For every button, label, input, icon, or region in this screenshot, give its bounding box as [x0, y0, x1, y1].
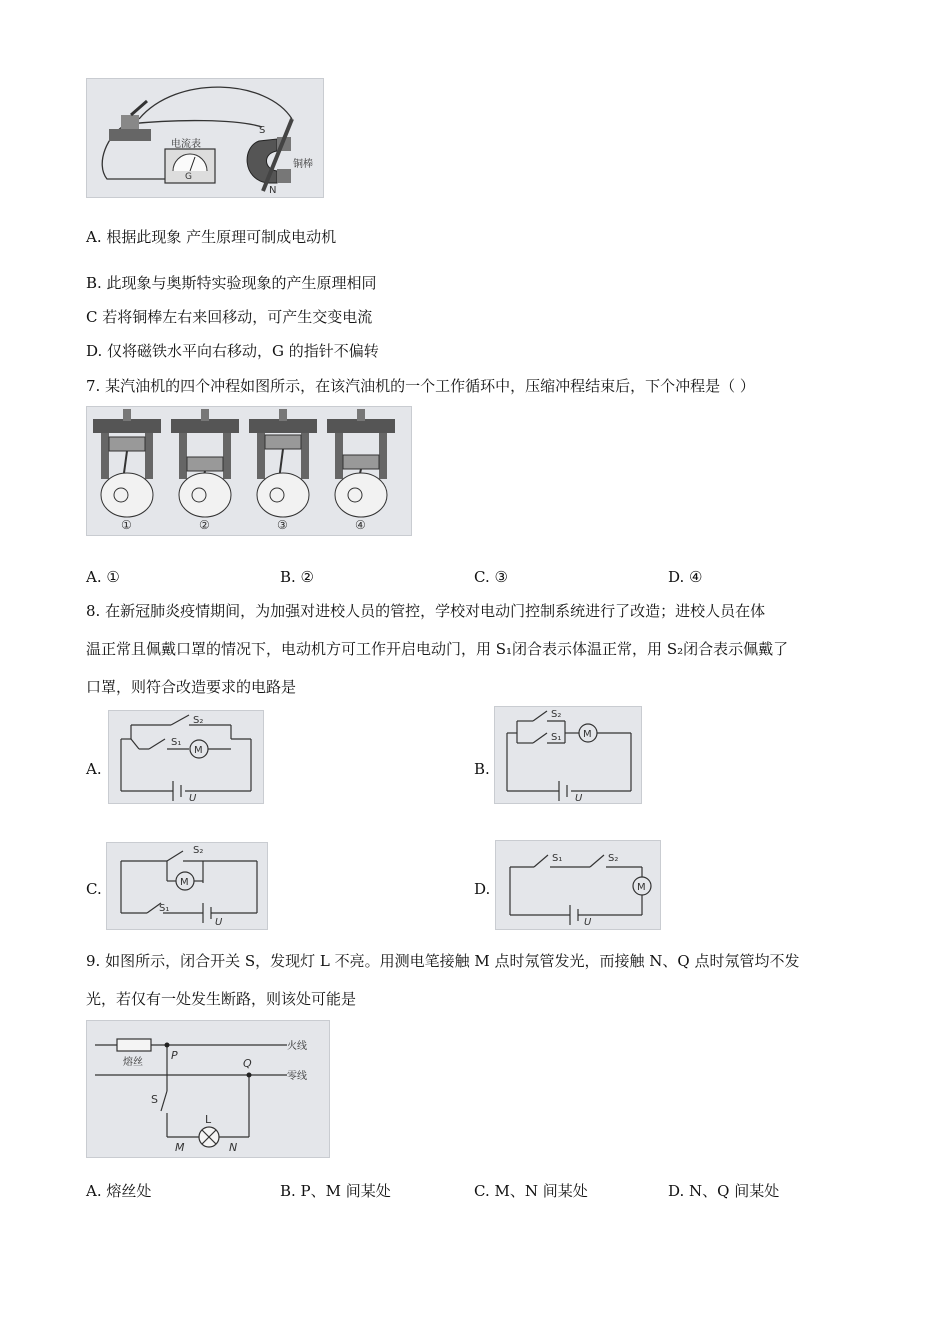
- q8-circuit-d[interactable]: [495, 840, 661, 930]
- q8-option-c-label[interactable]: C.: [86, 880, 102, 898]
- q8-option-d-label[interactable]: D.: [474, 880, 491, 898]
- circuit-d-s2: S₂: [608, 853, 619, 864]
- q8-circuit-b[interactable]: [494, 706, 642, 804]
- point-m-label: M: [175, 1141, 185, 1154]
- q9-option-a[interactable]: A. 熔丝处: [86, 1182, 152, 1200]
- engine-stroke-4: [327, 409, 395, 517]
- engine-stroke-label-1: ①: [121, 518, 132, 532]
- q6-option-a[interactable]: A. 根据此现象 产生原理可制成电动机: [86, 228, 337, 246]
- engine-stroke-3: [249, 409, 317, 517]
- rod-label: 铜棒: [293, 159, 313, 170]
- ammeter-label: 电流表: [171, 139, 201, 150]
- q7-stem: 7. 某汽油机的四个冲程如图所示，在该汽油机的一个工作循环中，压缩冲程结束后，下个冲程是（ ）: [86, 377, 755, 395]
- q7-option-a[interactable]: A. ①: [86, 568, 120, 586]
- pole-n-label: N: [269, 185, 277, 196]
- engine-stroke-1: [93, 409, 161, 517]
- q8-stem-line-3: 口罩，则符合改造要求的电路是: [86, 678, 297, 696]
- lamp-l-label: L: [205, 1113, 212, 1126]
- g-label: G: [185, 172, 192, 182]
- circuit-a-s2: S₂: [193, 715, 204, 726]
- engine-stroke-label-2: ②: [199, 518, 210, 532]
- q8-circuit-a[interactable]: [108, 710, 264, 804]
- q9-stem-line-1: 9. 如图所示，闭合开关 S，发现灯 L 不亮。用测电笔接触 M 点时氖管发光，而接触 N、Q 点时氖管均不发: [86, 952, 800, 970]
- q8-circuit-c[interactable]: [106, 842, 268, 930]
- point-p-label: P: [171, 1049, 178, 1062]
- q6-option-c[interactable]: C 若将铜棒左右来回移动，可产生交变电流: [86, 308, 373, 326]
- point-n-label: N: [229, 1141, 238, 1154]
- circuit-c-s2: S₂: [193, 845, 204, 856]
- circuit-c-source: U: [215, 917, 223, 928]
- engine-stroke-2: [171, 409, 239, 517]
- q7-option-d[interactable]: D. ④: [668, 568, 703, 586]
- circuit-b-s2: S₂: [551, 709, 562, 720]
- circuit-d-motor: M: [637, 882, 646, 893]
- q6-option-b[interactable]: B. 此现象与奥斯特实验现象的产生原理相同: [86, 274, 377, 292]
- circuit-d-source: U: [584, 917, 592, 928]
- circuit-b-motor: M: [583, 729, 592, 740]
- q8-option-b-label[interactable]: B.: [474, 760, 490, 778]
- circuit-c-s1: S₁: [159, 903, 170, 914]
- circuit-b-s1: S₁: [551, 732, 562, 743]
- q9-option-b[interactable]: B. P、M 间某处: [280, 1182, 391, 1200]
- q9-figure: [86, 1020, 330, 1158]
- q7-option-c[interactable]: C. ③: [474, 568, 508, 586]
- point-q-label: Q: [243, 1057, 252, 1070]
- q9-option-d[interactable]: D. N、Q 间某处: [668, 1182, 780, 1200]
- q8-option-a-label[interactable]: A.: [86, 760, 102, 778]
- q7-figure: [86, 406, 412, 536]
- circuit-c-motor: M: [180, 877, 189, 888]
- q8-stem-line-2: 温正常且佩戴口罩的情况下，电动机方可工作开启电动门，用 S₁闭合表示体温正常，用 S₂闭合表示佩戴了: [86, 640, 789, 658]
- circuit-a-s1: S₁: [171, 737, 182, 748]
- pole-s-label: S: [259, 125, 266, 136]
- circuit-a-source: U: [189, 793, 197, 803]
- q9-stem-line-2: 光，若仅有一处发生断路，则该处可能是: [86, 990, 357, 1008]
- engine-stroke-label-3: ③: [277, 518, 288, 532]
- engine-stroke-label-4: ④: [355, 518, 366, 532]
- fuse-label: 熔丝: [123, 1057, 143, 1068]
- switch-s-label: S: [151, 1093, 158, 1106]
- circuit-d-s1: S₁: [552, 853, 563, 864]
- circuit-a-motor: M: [194, 745, 203, 756]
- q6-figure: [86, 78, 324, 198]
- circuit-b-source: U: [575, 793, 583, 803]
- neutral-wire-label: 零线: [287, 1071, 307, 1082]
- q7-option-b[interactable]: B. ②: [280, 568, 315, 586]
- q9-option-c[interactable]: C. M、N 间某处: [474, 1182, 588, 1200]
- q8-stem-line-1: 8. 在新冠肺炎疫情期间，为加强对进校人员的管控，学校对电动门控制系统进行了改造；进校人员在体: [86, 602, 766, 620]
- q6-option-d[interactable]: D. 仅将磁铁水平向右移动，G 的指针不偏转: [86, 342, 379, 360]
- live-wire-label: 火线: [287, 1041, 307, 1052]
